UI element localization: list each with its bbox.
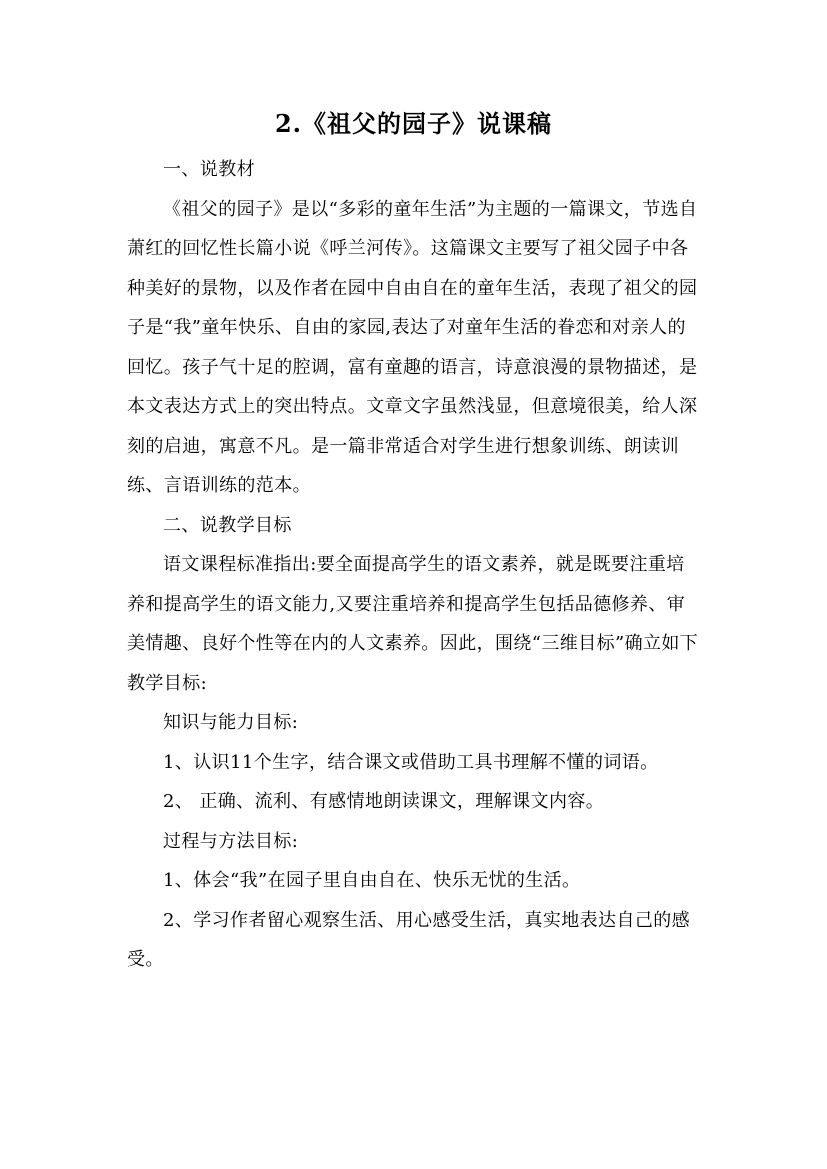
goal-item: 2、学习作者留心观察生活、用心感受生活，真实地表达自己的感受。: [127, 909, 691, 970]
document-title: 2.《祖父的园子》说课稿: [274, 109, 553, 138]
process-method-goals-heading: 过程与方法目标:: [163, 830, 299, 852]
document-body: [127, 150, 703, 980]
section-heading-teaching-goals: 二、说教学目标: [163, 514, 292, 536]
section-heading-textbook: 一、说教材: [163, 159, 255, 180]
knowledge-ability-goals-heading: 知识与能力目标:: [163, 712, 299, 733]
goal-item: 1、体会“我”在园子里自由自在、快乐无忧的生活。: [163, 870, 581, 891]
goal-item: 2、 正确、流利、有感情地朗读课文，理解课文内容。: [163, 791, 605, 812]
teaching-goals-paragraph: 语文课程标准指出:要全面提高学生的语文素养，就是既要注重培养和提高学生的语文能力,又要注重培养和提高学生包括品德修养、审美情趣、良好个性等在内的人文素养。因此，围绕“三维目标”确立如下教学目标:: [127, 554, 699, 694]
textbook-paragraph: 《祖父的园子》是以“多彩的童年生活”为主题的一篇课文，节选自萧红的回忆性长篇小说《呼兰河传》。这篇课文主要写了祖父园子中各种美好的景物，以及作者在园中自由自在的童年生活，表现了祖父的园子是“我”童年快乐、自由的家园,表达了对童年生活的眷恋和对亲人的回忆。孩子气十足的腔调，富有童趣的语言，诗意浪漫的景物描述，是本文表达方式上的突出特点。文章文字虽然浅显，但意境很美，给人深刻的启迪，寓意不凡。是一篇非常适合对学生进行想象训练、朗读训练、言语训练的范本。: [127, 198, 698, 496]
goal-item: 1、认识11个生字，结合课文或借助工具书理解不懂的词语。: [163, 751, 659, 773]
